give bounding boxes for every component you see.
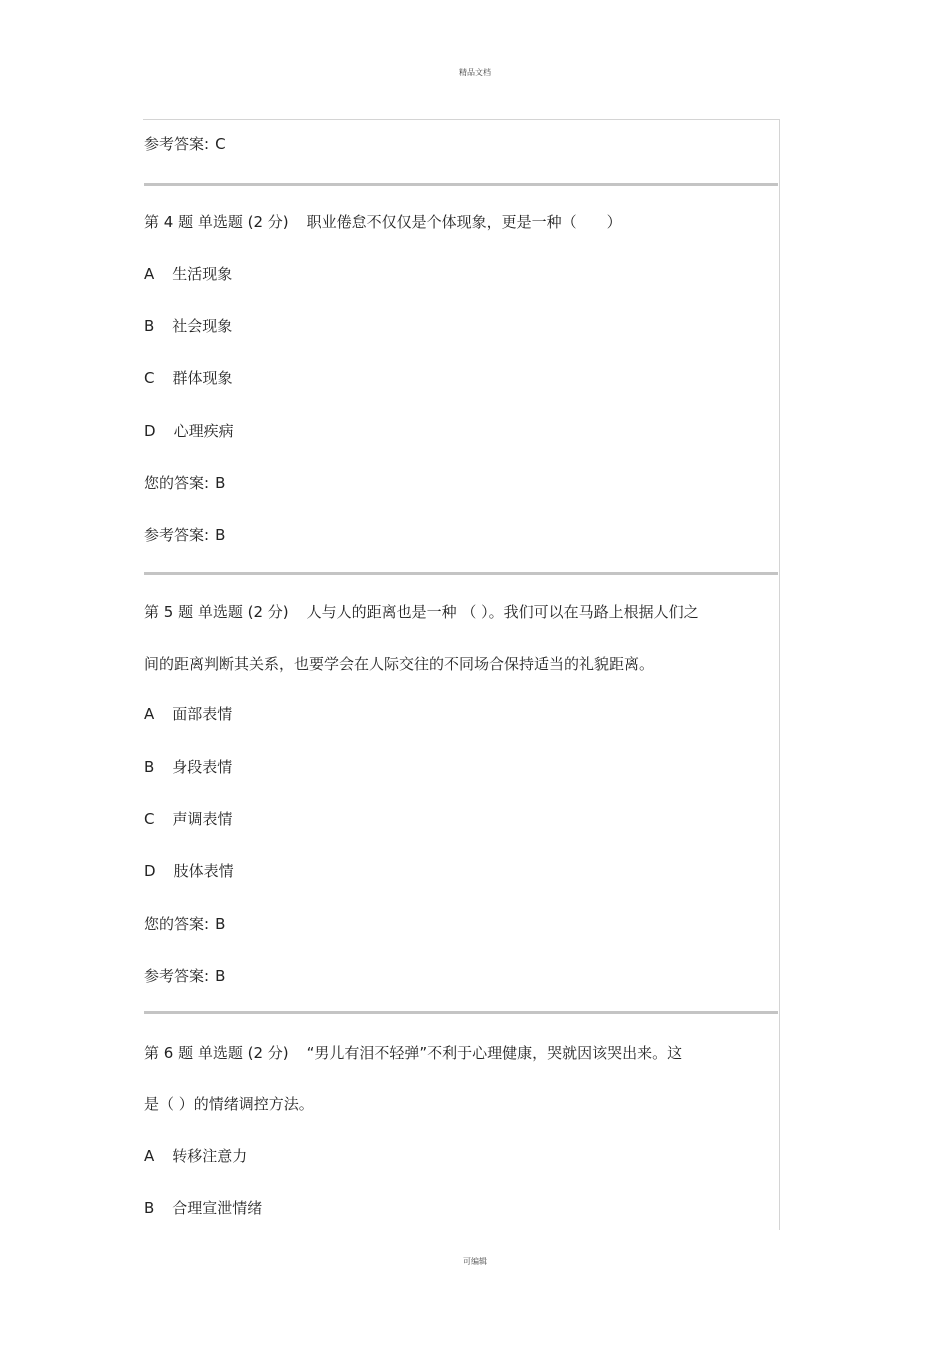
option-text: 合理宣泄情绪 [172, 1199, 263, 1217]
your-answer [144, 914, 225, 934]
option-key: D [144, 862, 156, 880]
question-divider [144, 183, 778, 186]
page-header: 精品文档 [459, 68, 491, 77]
ref-answer-value: B [215, 526, 226, 544]
option-key: B [144, 758, 155, 776]
option-text: 转移注意力 [172, 1147, 248, 1165]
question-text: 人与人的距离也是一种 （ ）。我们可以在马路上根据人们之 [306, 603, 699, 621]
your-answer-label: 您的答案: [144, 915, 210, 933]
your-answer-value: B [215, 915, 226, 933]
question-text: “男儿有泪不轻弹”不利于心理健康，哭就因该哭出来。这 [306, 1044, 683, 1062]
option-key: C [144, 810, 155, 828]
option-text: 面部表情 [172, 705, 233, 723]
option-d[interactable] [144, 421, 234, 441]
option-key: A [144, 1147, 155, 1165]
option-d[interactable] [144, 861, 234, 881]
option-b[interactable] [144, 316, 232, 336]
ref-answer-value: C [215, 135, 226, 153]
option-text: 群体现象 [172, 369, 233, 387]
ref-answer-label: 参考答案: [144, 135, 210, 153]
question-text: 职业倦怠不仅仅是个体现象，更是一种（ ） [306, 213, 622, 231]
question-5-text-cont: 间的距离判断其关系，也要学会在人际交往的不同场合保持适当的礼貌距离。 [144, 655, 655, 673]
ref-answer-value: B [215, 967, 226, 985]
option-key: A [144, 265, 155, 283]
option-key: C [144, 369, 155, 387]
option-text: 生活现象 [172, 265, 233, 283]
option-text: 声调表情 [172, 810, 233, 828]
ref-answer [144, 525, 225, 545]
option-key: B [144, 317, 155, 335]
ref-answer-label: 参考答案: [144, 526, 210, 544]
option-c[interactable] [144, 368, 233, 388]
option-text: 肢体表情 [173, 862, 234, 880]
question-head: 第 6 题 单选题 (2 分) [144, 1044, 289, 1062]
question-6-title [144, 1043, 682, 1063]
your-answer [144, 473, 225, 493]
ref-answer [144, 966, 225, 986]
option-a[interactable] [144, 1146, 247, 1166]
quiz-frame [143, 119, 780, 1230]
option-b[interactable] [144, 1198, 262, 1218]
option-key: A [144, 705, 155, 723]
option-text: 身段表情 [172, 758, 233, 776]
ref-answer-label: 参考答案: [144, 967, 210, 985]
question-4-title [144, 212, 622, 232]
option-text: 心理疾病 [173, 422, 234, 440]
option-a[interactable] [144, 704, 232, 724]
question-5-title [144, 602, 699, 622]
your-answer-value: B [215, 474, 226, 492]
question-head: 第 4 题 单选题 (2 分) [144, 213, 289, 231]
option-key: B [144, 1199, 155, 1217]
question-head: 第 5 题 单选题 (2 分) [144, 603, 289, 621]
question-divider [144, 1011, 778, 1014]
option-key: D [144, 422, 156, 440]
question-divider [144, 572, 778, 575]
your-answer-label: 您的答案: [144, 474, 210, 492]
option-c[interactable] [144, 809, 233, 829]
question-6-text-cont: 是（ ）的情绪调控方法。 [144, 1095, 314, 1113]
option-b[interactable] [144, 757, 232, 777]
page-footer: 可编辑 [463, 1257, 487, 1266]
prev-ref-answer [144, 134, 226, 154]
option-text: 社会现象 [172, 317, 233, 335]
option-a[interactable] [144, 264, 232, 284]
